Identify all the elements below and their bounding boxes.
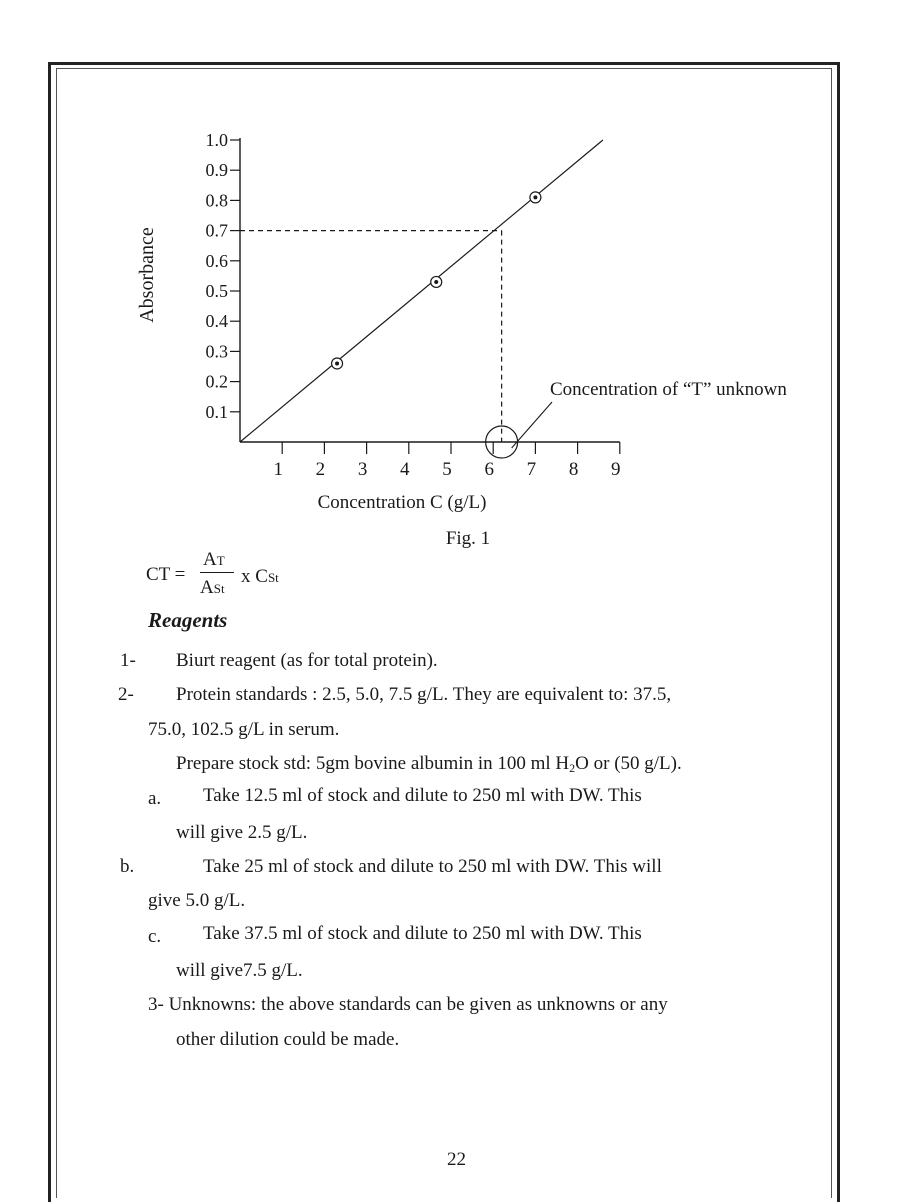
stock-prep xyxy=(176,754,682,774)
reagents-heading: Reagents xyxy=(148,608,228,632)
annotation-pointer xyxy=(512,402,552,448)
y-tick-label: 1.0 xyxy=(205,130,228,150)
calibration-chart xyxy=(0,0,918,560)
y-tick-label: 0.1 xyxy=(205,401,228,422)
standard-point-dot xyxy=(335,361,339,365)
x-tick-label: 4 xyxy=(400,459,410,480)
x-axis-label: Concentration C (g/L) xyxy=(317,492,487,513)
y-tick-label: 0.4 xyxy=(205,311,228,332)
numerator-main: A xyxy=(203,549,217,570)
y-tick-label: 0.2 xyxy=(205,371,228,392)
item3-line1: 3- Unknowns: the above standards can be given as unknowns or any xyxy=(148,994,668,1015)
standard-point-dot xyxy=(533,195,537,199)
item1-text: Biurt reagent (as for total protein). xyxy=(176,650,438,671)
formula-times xyxy=(241,567,279,586)
item-b-line2: give 5.0 g/L. xyxy=(148,890,246,911)
standard-point-dot xyxy=(434,280,438,284)
unknown-annotation: Concentration of “T” unknown xyxy=(550,379,787,400)
y-tick-label: 0.6 xyxy=(205,250,228,271)
y-tick-label: 0.3 xyxy=(205,341,228,362)
item-c-label: c. xyxy=(148,926,162,947)
stock-prefix: Prepare stock std: 5gm bovine albumin in 100 ml H xyxy=(176,753,570,774)
item-a-line1: Take 12.5 ml of stock and dilute to 250 ml with DW. This xyxy=(203,785,642,806)
item-b-line1: Take 25 ml of stock and dilute to 250 ml with DW. This will xyxy=(203,856,662,877)
item3-line2: other dilution could be made. xyxy=(176,1029,400,1050)
y-axis-label: Absorbance xyxy=(136,227,158,323)
figure-caption: Fig. 1 xyxy=(445,528,491,549)
numerator-sub: T xyxy=(216,553,225,568)
item-a-label: a. xyxy=(148,788,162,809)
item1-number: 1- xyxy=(120,650,136,671)
calibration-line xyxy=(240,140,603,442)
fraction-bar xyxy=(200,572,234,573)
formula-lhs-text: CT = xyxy=(146,564,186,585)
stock-sub: 2 xyxy=(569,761,576,775)
item2-line2: 75.0, 102.5 g/L in serum. xyxy=(148,719,340,740)
y-tick-label: 0.8 xyxy=(205,190,228,211)
x-tick-label: 8 xyxy=(568,459,579,480)
denominator-sub: St xyxy=(213,581,225,596)
formula-lhs xyxy=(146,565,185,584)
item2-number: 2- xyxy=(118,684,134,705)
times-text: x C xyxy=(241,566,268,587)
x-tick-label: 2 xyxy=(315,459,326,480)
y-tick-label: 0.7 xyxy=(205,220,228,241)
formula-numerator xyxy=(203,550,225,569)
x-tick-label: 9 xyxy=(611,459,621,480)
formula-denominator xyxy=(200,578,225,597)
item-b-label: b. xyxy=(120,856,135,877)
x-tick-label: 3 xyxy=(357,459,368,480)
denominator-main: A xyxy=(200,577,214,598)
item-a-line2: will give 2.5 g/L. xyxy=(176,822,308,843)
x-tick-label: 6 xyxy=(484,459,494,480)
y-tick-label: 0.9 xyxy=(205,160,228,181)
stock-suffix: O or (50 g/L). xyxy=(575,753,682,774)
x-tick-label: 7 xyxy=(526,459,537,480)
x-tick-label: 1 xyxy=(273,459,283,480)
x-tick-label: 5 xyxy=(442,459,452,480)
y-tick-label: 0.5 xyxy=(205,281,228,301)
page-number: 22 xyxy=(447,1149,466,1170)
item-c-line1: Take 37.5 ml of stock and dilute to 250 ml with DW. This xyxy=(203,923,642,944)
item-c-line2: will give7.5 g/L. xyxy=(176,960,303,981)
item2-line1: Protein standards : 2.5, 5.0, 7.5 g/L. They are equivalent to: 37.5, xyxy=(176,684,672,705)
times-sub: St xyxy=(267,570,279,585)
